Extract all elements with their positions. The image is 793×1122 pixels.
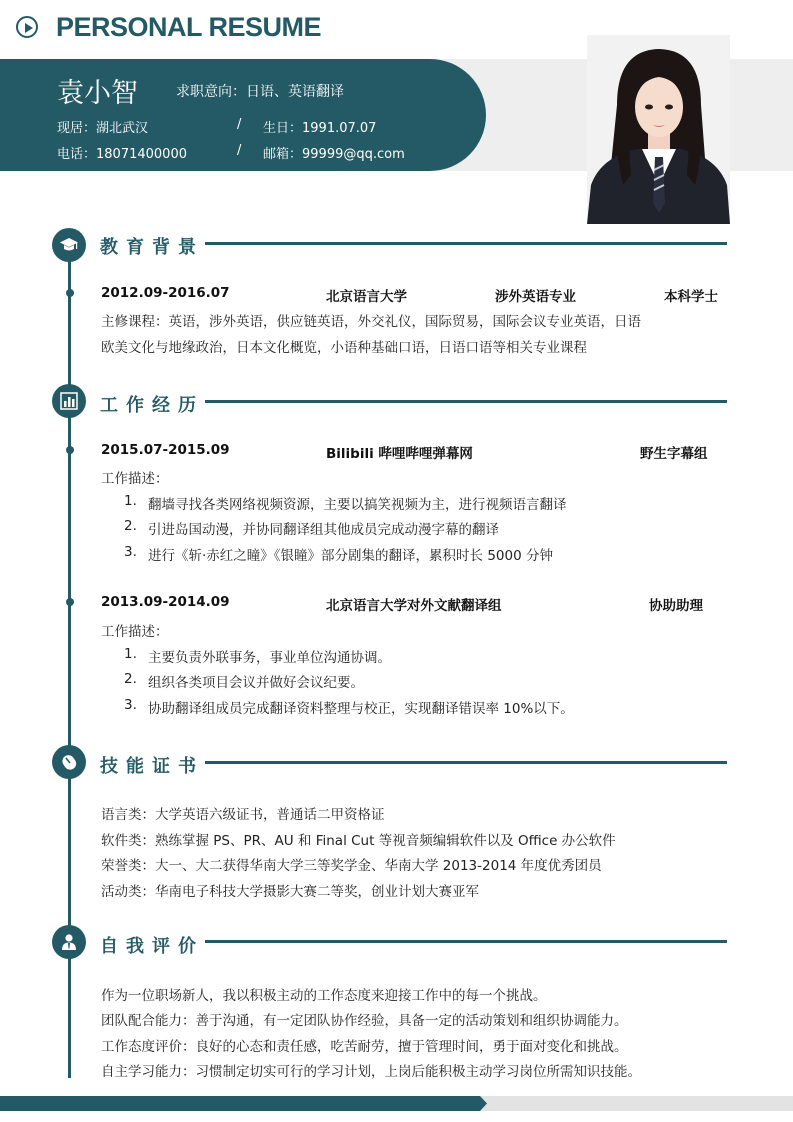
skill-line: 活动类：华南电子科技大学摄影大赛二等奖，创业计划大赛亚军: [101, 884, 479, 900]
section-title-skills: 技能证书: [100, 756, 204, 777]
job-desc-label: 工作描述：: [101, 471, 169, 487]
job-company: Bilibili 哔哩哔哩弹幕网: [326, 446, 473, 462]
resume-title: PERSONAL RESUME: [56, 12, 322, 42]
play-circle-icon: [16, 16, 38, 38]
list-item: 翻墙寻找各类网络视频资源，主要以搞笑视频为主，进行视频语言翻译: [148, 497, 567, 513]
person-icon: [52, 925, 86, 959]
residence: 现居：湖北武汉: [57, 121, 149, 136]
list-item: 组织各类项目会议并做好会议纪要。: [148, 675, 364, 691]
separator: /: [237, 117, 242, 132]
section-title-work: 工作经历: [100, 395, 204, 416]
job-period: 2013.09-2014.09: [101, 594, 230, 610]
list-number: 2.: [124, 518, 137, 534]
email: 邮箱：99999@qq.com: [263, 147, 405, 162]
section-divider: [205, 242, 727, 245]
phone: 电话：18071400000: [57, 147, 187, 162]
self-eval-line: 工作态度评价：良好的心态和责任感，吃苦耐劳，擅于管理时间，勇于面对变化和挑战。: [101, 1039, 628, 1055]
section-divider: [205, 940, 727, 943]
birthday: 生日：1991.07.07: [263, 121, 377, 136]
list-item: 协助翻译组成员完成翻译资料整理与校正，实现翻译错误率 10%以下。: [148, 701, 574, 717]
timeline-dot: [66, 598, 74, 606]
self-eval-line: 作为一位职场新人，我以积极主动的工作态度来迎接工作中的每一个挑战。: [101, 988, 547, 1004]
skill-line: 软件类：熟练掌握 PS、PR、AU 和 Final Cut 等视音频编辑软件以及 Office 办公软件: [101, 833, 616, 849]
separator: /: [237, 143, 242, 158]
section-title-self-eval: 自我评价: [100, 936, 204, 957]
skill-line: 荣誉类：大一、大二获得华南大学三等奖学金、华南大学 2013-2014 年度优秀团员: [101, 858, 602, 874]
bar-chart-icon: [52, 384, 86, 418]
skill-line: 语言类：大学英语六级证书，普通话二甲资格证: [101, 807, 385, 823]
job-desc-label: 工作描述：: [101, 624, 169, 640]
education-school: 北京语言大学: [326, 289, 407, 305]
self-eval-line: 自主学习能力：习惯制定切实可行的学习计划，上岗后能积极主动学习岗位所需知识技能。: [101, 1064, 641, 1080]
section-title-education: 教育背景: [100, 237, 204, 258]
timeline-dot: [66, 289, 74, 297]
mouse-icon: [52, 745, 86, 779]
job-company: 北京语言大学对外文献翻译组: [326, 598, 502, 614]
footer-accent-band: [0, 1096, 487, 1111]
timeline-dot: [66, 446, 74, 454]
education-major: 涉外英语专业: [495, 289, 576, 305]
education-courses: 欧美文化与地缘政治，日本文化概览，小语种基础口语，日语口语等相关专业课程: [101, 340, 587, 356]
list-item: 主要负责外联事务，事业单位沟通协调。: [148, 650, 391, 666]
list-number: 3.: [124, 544, 137, 560]
job-role: 协助助理: [649, 598, 703, 614]
job-role: 野生字幕组: [640, 446, 708, 462]
self-eval-line: 团队配合能力：善于沟通，有一定团队协作经验，具备一定的活动策划和组织协调能力。: [101, 1013, 628, 1029]
list-number: 3.: [124, 697, 137, 713]
list-number: 1.: [124, 493, 137, 509]
job-intent: 求职意向：日语、英语翻译: [176, 84, 344, 100]
list-item: 引进岛国动漫，并协同翻译组其他成员完成动漫字幕的翻译: [148, 522, 499, 538]
graduation-cap-icon: [52, 228, 86, 262]
section-divider: [205, 400, 727, 403]
section-divider: [205, 761, 727, 764]
profile-photo: [587, 35, 730, 224]
education-period: 2012.09-2016.07: [101, 285, 230, 301]
list-number: 1.: [124, 646, 137, 662]
list-number: 2.: [124, 671, 137, 687]
candidate-name: 袁小智: [57, 78, 138, 109]
job-period: 2015.07-2015.09: [101, 442, 230, 458]
education-courses: 主修课程：英语，涉外英语，供应链英语，外交礼仪，国际贸易，国际会议专业英语，日语: [101, 314, 641, 330]
list-item: 进行《斩·赤红之瞳》《银瞳》部分剧集的翻译，累积时长 5000 分钟: [148, 548, 553, 564]
education-degree: 本科学士: [664, 289, 718, 305]
